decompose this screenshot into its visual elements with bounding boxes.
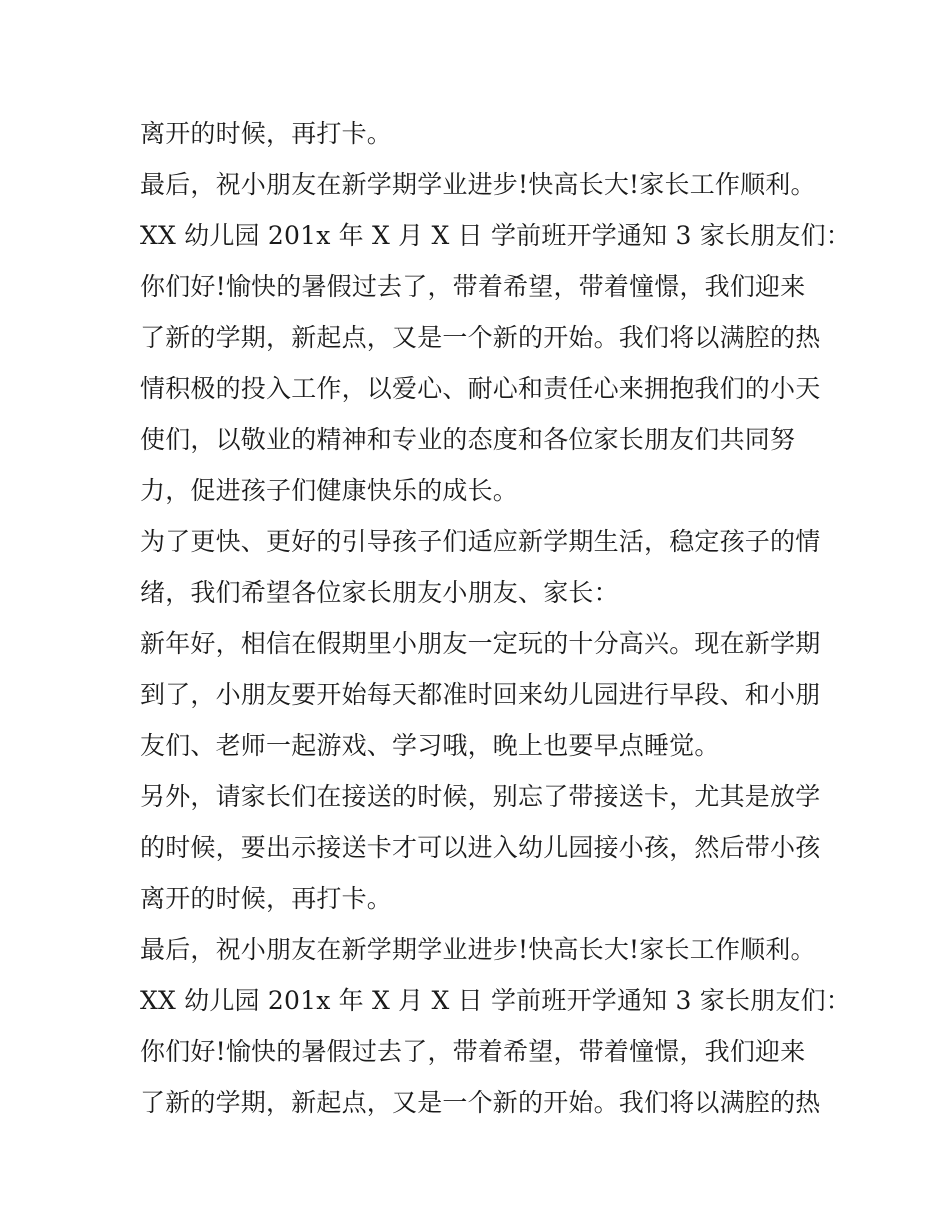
text-line: 另外，请家长们在接送的时候，别忘了带接送卡，尤其是放学 — [140, 782, 821, 811]
text-line: XX 幼儿园 201x 年 X 月 X 日 学前班开学通知 3 家长朋友们： — [140, 221, 851, 250]
text-line: 了新的学期，新起点，又是一个新的开始。我们将以满腔的热 — [140, 323, 821, 352]
text-line: 了新的学期，新起点，又是一个新的开始。我们将以满腔的热 — [140, 1088, 821, 1117]
text-line: 新年好，相信在假期里小朋友一定玩的十分高兴。现在新学期 — [140, 629, 821, 658]
text-line: 最后，祝小朋友在新学期学业进步!快高长大!家长工作顺利。 — [140, 170, 816, 199]
text-line: 使们，以敬业的精神和专业的态度和各位家长朋友们共同努 — [140, 425, 796, 454]
text-line: 力，促进孩子们健康快乐的成长。 — [140, 476, 519, 505]
text-line: 的时候，要出示接送卡才可以进入幼儿园接小孩，然后带小孩 — [140, 833, 821, 862]
text-line: 友们、老师一起游戏、学习哦，晚上也要早点睡觉。 — [140, 731, 720, 760]
text-line: XX 幼儿园 201x 年 X 月 X 日 学前班开学通知 3 家长朋友们： — [140, 986, 851, 1015]
text-line: 离开的时候，再打卡。 — [140, 884, 393, 913]
text-line: 你们好!愉快的暑假过去了，带着希望，带着憧憬，我们迎来 — [140, 1037, 806, 1066]
text-line: 绪，我们希望各位家长朋友小朋友、家长： — [140, 578, 619, 607]
text-line: 为了更快、更好的引导孩子们适应新学期生活，稳定孩子的情 — [140, 527, 821, 556]
document-body — [140, 108, 851, 1128]
text-line: 情积极的投入工作，以爱心、耐心和责任心来拥抱我们的小天 — [140, 374, 821, 403]
text-line: 你们好!愉快的暑假过去了，带着希望，带着憧憬，我们迎来 — [140, 272, 806, 301]
text-line: 离开的时候，再打卡。 — [140, 119, 393, 148]
text-line: 最后，祝小朋友在新学期学业进步!快高长大!家长工作顺利。 — [140, 935, 816, 964]
text-line: 到了，小朋友要开始每天都准时回来幼儿园进行早段、和小朋 — [140, 680, 821, 709]
